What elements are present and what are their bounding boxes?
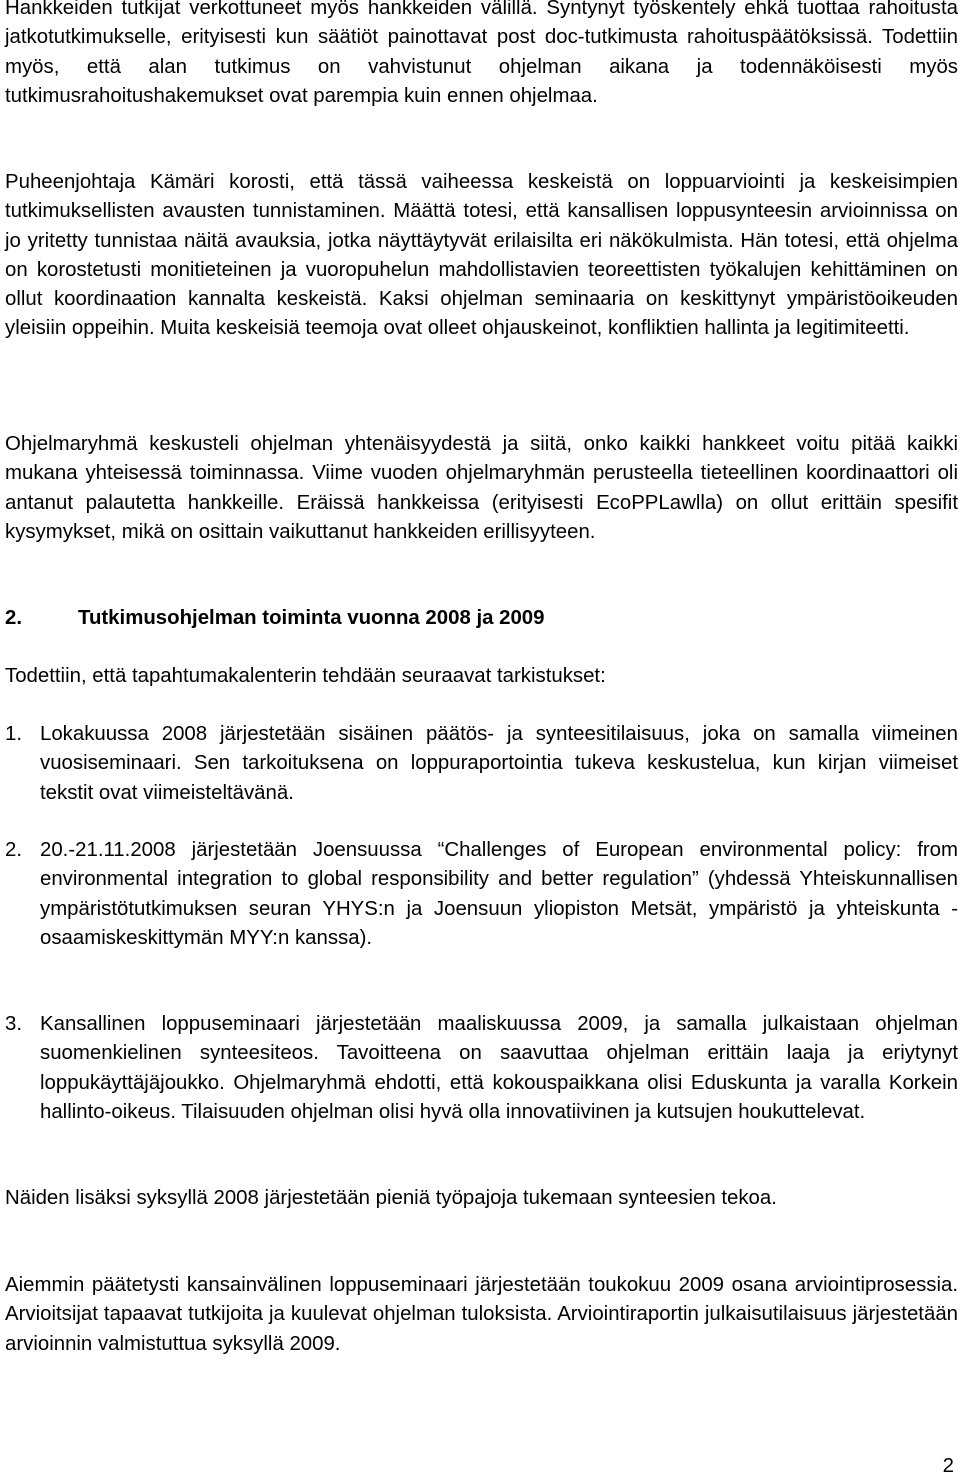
paragraph-calendar-intro: Todettiin, että tapahtumakalenterin tehdään seuraavat tarkistukset: xyxy=(5,665,606,687)
paragraph-project-networking: Hankkeiden tutkijat verkottuneet myös hankkeiden välillä. Syntynyt työskentely ehkä tuottaa rahoitusta jatkotutkimukselle, erityisesti kun säätiöt painottavat post doc-tutkimusta rahoituspäätöksissä. Todettiin myös, että alan tutkimus on vahvistunut ohjelman aikana ja todennäköisesti myös tutkimusrahoitushakemukset ovat parempia kuin ennen ohjelmaa. xyxy=(5,0,958,107)
list-item-number: 2. xyxy=(5,839,23,861)
list-item-number: 3. xyxy=(5,1013,23,1035)
page-number: 2 xyxy=(942,1455,954,1477)
paragraph-chair-remarks: Puheenjohtaja Kämäri korosti, että tässä vaiheessa keskeistä on loppuarviointi ja keskeisimpien tutkimuksellisten avausten tunnistaminen. Määttä totesi, että kansallisen loppusynteesin arvioinnissa on jo yritetty tunnistaa näitä avauksia, jotka näyttäytyvät erilaisilta eri näkökulmista. Hän totesi, että ohjelma on korostetusti monitieteinen ja vuoropuhelun mahdollistavien teoreettisten työkalujen kehittäminen on ollut koordinaation kannalta keskeistä. Kaksi ohjelman seminaaria on keskittynyt ympäristöoikeuden yleisiin oppeihin. Muita keskeisiä teemoja ovat olleet ohjauskeinot, konfliktien hallinta ja legitimiteetti. xyxy=(5,171,958,340)
section-heading xyxy=(5,604,955,633)
paragraph-workshops: Näiden lisäksi syksyllä 2008 järjestetään pieniä työpajoja tukemaan synteesien tekoa. xyxy=(5,1187,777,1209)
list-item xyxy=(5,720,958,808)
section-number: 2. xyxy=(5,607,23,629)
list-item-text: Kansallinen loppuseminaari järjestetään maaliskuussa 2009, ja samalla julkaistaan ohjelman suomenkielinen synteesiteos. Tavoitteena on saavuttaa ohjelman erittäin laaja ja eriytynyt loppukäyttäjäjoukko. Ohjelmaryhmä ehdotti, että kokouspaikkana olisi Eduskunta ja varalla Korkein hallinto-oikeus. Tilaisuuden ohjelman olisi hyvä olla innovatiivinen ja kutsujen houkuttelevat. xyxy=(40,1013,958,1123)
paragraph-final-seminar: Aiemmin päätetysti kansainvälinen loppuseminaari järjestetään toukokuu 2009 osana arviointiprosessia. Arvioitsijat tapaavat tutkijoita ja kuulevat ohjelman tuloksista. Arviointiraportin julkaisutilaisuus järjestetään arvioinnin valmistuttua syksyllä 2009. xyxy=(5,1274,958,1355)
list-item xyxy=(5,836,958,953)
list-item-text: 20.-21.11.2008 järjestetään Joensuussa “Challenges of European environmental policy: from environmental integration to global responsibility and better regulation” (yhdessä Yhteiskunnallisen ympäristötutkimuksen seuran YHYS:n ja Joensuun yliopiston Metsät, ympäristö ja yhteiskunta -osaamiskeskittymän MYY:n kanssa). xyxy=(40,839,958,949)
section-title: Tutkimusohjelman toiminta vuonna 2008 ja 2009 xyxy=(78,607,545,629)
paragraph-program-unity: Ohjelmaryhmä keskusteli ohjelman yhtenäisyydestä ja siitä, onko kaikki hankkeet voitu pitää kaikki mukana yhteisessä toiminnassa. Viime vuoden ohjelmaryhmän perusteella tieteellinen koordinaattori oli antanut palautetta hankkeille. Eräissä hankkeissa (erityisesti EcoPPLawlla) on ollut erittäin spesifit kysymykset, mikä on osittain vaikuttanut hankkeiden erillisyyteen. xyxy=(5,433,958,543)
list-item-text: Lokakuussa 2008 järjestetään sisäinen päätös- ja synteesitilaisuus, joka on samalla viimeinen vuosiseminaari. Sen tarkoituksena on loppuraportointia tukeva keskustelua, kun kirjan viimeiset tekstit ovat viimeisteltävänä. xyxy=(40,723,958,804)
list-item-number: 1. xyxy=(5,723,23,745)
list-item xyxy=(5,1010,958,1127)
